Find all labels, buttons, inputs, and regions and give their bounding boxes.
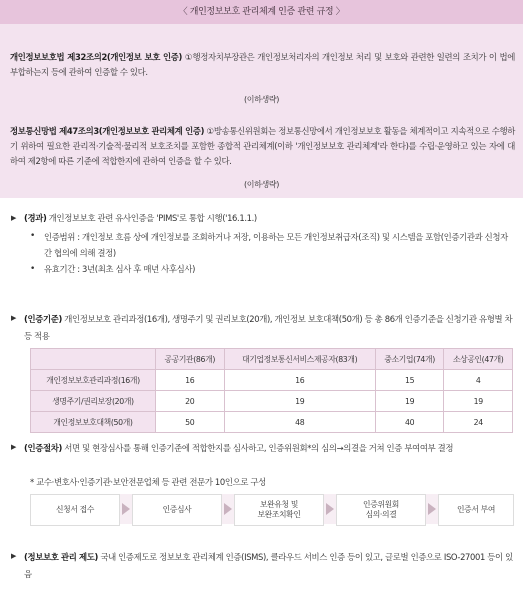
table-column-header: 소상공인(47개) (444, 349, 513, 370)
section-criteria-text: 개인정보보호 관리과정(16개), 생명주기 및 권리보호(20개), 개인정보 보호대책(50개) 등 총 86개 인증기준을 신청기관 유형별 차등 적용 (24, 314, 513, 341)
table-row-label: 개인정보보호대책(50개) (31, 412, 156, 433)
section-procedure-head: (인증절차) (24, 443, 62, 453)
table-row-label: 개인정보보호관리과정(16개) (31, 370, 156, 391)
dot-bullet-icon: • (30, 264, 35, 274)
table-row (31, 412, 513, 433)
law-paragraph-2 (10, 124, 515, 169)
table-cell: 4 (444, 370, 513, 391)
arrow-right-icon (428, 503, 436, 515)
table-cell: 19 (375, 391, 444, 412)
flow-step-label: 인증심사 (162, 505, 192, 514)
triangle-bullet-icon: ▶ (11, 214, 17, 222)
bullet-validity: 유효기간 : 3년(최초 심사 후 매년 사후심사) (44, 264, 196, 274)
section-procedure (24, 440, 514, 457)
table-header-row (31, 349, 513, 370)
section-criteria-head: (인증기준) (24, 314, 62, 324)
flow-step-label: 신청서 접수 (55, 505, 95, 514)
table-cell: 24 (444, 412, 513, 433)
table-row-label: 생명주기/권리보장(20개) (31, 391, 156, 412)
table-row (31, 391, 513, 412)
section-systems-head: (정보보호 관리 제도) (24, 552, 99, 562)
bullet-scope: 인증범위 : 개인정보 흐름 상에 개인정보를 조회하거나 저장, 이용하는 모든 개인정보취급자(조직) 및 시스템을 포함(인증기관과 신청자 간 협의에 의해 결정) (44, 232, 508, 258)
flow-step-supplement (234, 494, 324, 526)
law-body-2: ①방송통신위원회는 정보통신망에서 개인정보보호 활동을 체계적이고 지속적으로 수행하기 위하여 필요한 관리적·기술적·물리적 보호조치를 포함한 종합적 관리체계(이하 '개인정보보호 관리체계'라 한다)를 수립·운영하고 있는 자에 대하여 제2항에 따른 기준에 적합한지에 관하여 인증을 할 수 있다. (10, 126, 515, 166)
law-name-2: 정보통신망법 제47조의3(개인정보보호 관리체계 인증) (10, 126, 205, 136)
section-history-head: (경과) (24, 213, 47, 223)
table-cell: 16 (224, 370, 375, 391)
flow-step-label: 인증서 부여 (456, 505, 496, 514)
arrow-right-icon (224, 503, 232, 515)
table-cell: 40 (375, 412, 444, 433)
box-title: 〈 개인정보보호 관리체계 인증 관련 규정 〉 (0, 0, 523, 24)
committee-note: * 교수·변호사·인증기관·보안전문업체 등 관련 전문가 10인으로 구성 (30, 477, 266, 487)
law-paragraph-1 (10, 50, 515, 80)
law-body-1: ①행정자치부장관은 개인정보처리자의 개인정보 처리 및 보호와 관련한 일련의 조치가 이 법에 부합하는지 등에 관하여 인증할 수 있다. (10, 52, 515, 77)
table-cell: 48 (224, 412, 375, 433)
table-column-header: 공공기관(86개) (156, 349, 225, 370)
omitted-note-2: (이하생략) (243, 180, 280, 189)
omitted-note-1: (이하생략) (243, 95, 280, 104)
section-history-text: 개인정보보호 관련 유사인증을 'PIMS'로 통합 시행('16.1.1.) (46, 213, 257, 223)
triangle-bullet-icon: ▶ (11, 552, 17, 560)
table-cell: 16 (156, 370, 225, 391)
flow-step-certificate (438, 494, 514, 526)
dot-bullet-icon: • (30, 231, 35, 241)
law-name-1: 개인정보보호법 제32조의2(개인정보 보호 인증) (10, 52, 182, 62)
table-row (31, 370, 513, 391)
flow-step-label: 보완유청 및 보완조치확인 (257, 500, 301, 519)
flow-step-committee (336, 494, 426, 526)
triangle-bullet-icon: ▶ (11, 314, 17, 322)
criteria-table (30, 348, 513, 433)
section-criteria (24, 311, 514, 345)
table-column-header: 대기업정보통신서비스제공자(83개) (224, 349, 375, 370)
section-procedure-text: 서면 및 현장심사를 통해 인증기준에 적합한지를 심사하고, 인증위원회*의 심의→의결을 거쳐 인증 부여여부 결정 (61, 443, 454, 453)
table-cell: 19 (224, 391, 375, 412)
flow-step-label: 인증위원회 심의·의결 (363, 500, 399, 519)
arrow-right-icon (122, 503, 130, 515)
section-systems (24, 549, 514, 583)
table-cell: 19 (444, 391, 513, 412)
section-systems-text: 국내 인증제도로 정보보호 관리체계 인증(ISMS), 클라우드 서비스 인증 등이 있고, 글로벌 인증으로 ISO-27001 등이 있음 (24, 552, 513, 579)
arrow-right-icon (326, 503, 334, 515)
table-cell: 50 (156, 412, 225, 433)
table-cell: 20 (156, 391, 225, 412)
triangle-bullet-icon: ▶ (11, 443, 17, 451)
section-history (24, 211, 514, 225)
table-cell: 15 (375, 370, 444, 391)
flow-step-application (30, 494, 120, 526)
table-column-header: 중소기업(74개) (375, 349, 444, 370)
flow-step-review (132, 494, 222, 526)
table-corner (31, 349, 156, 370)
procedure-flow (30, 494, 513, 524)
